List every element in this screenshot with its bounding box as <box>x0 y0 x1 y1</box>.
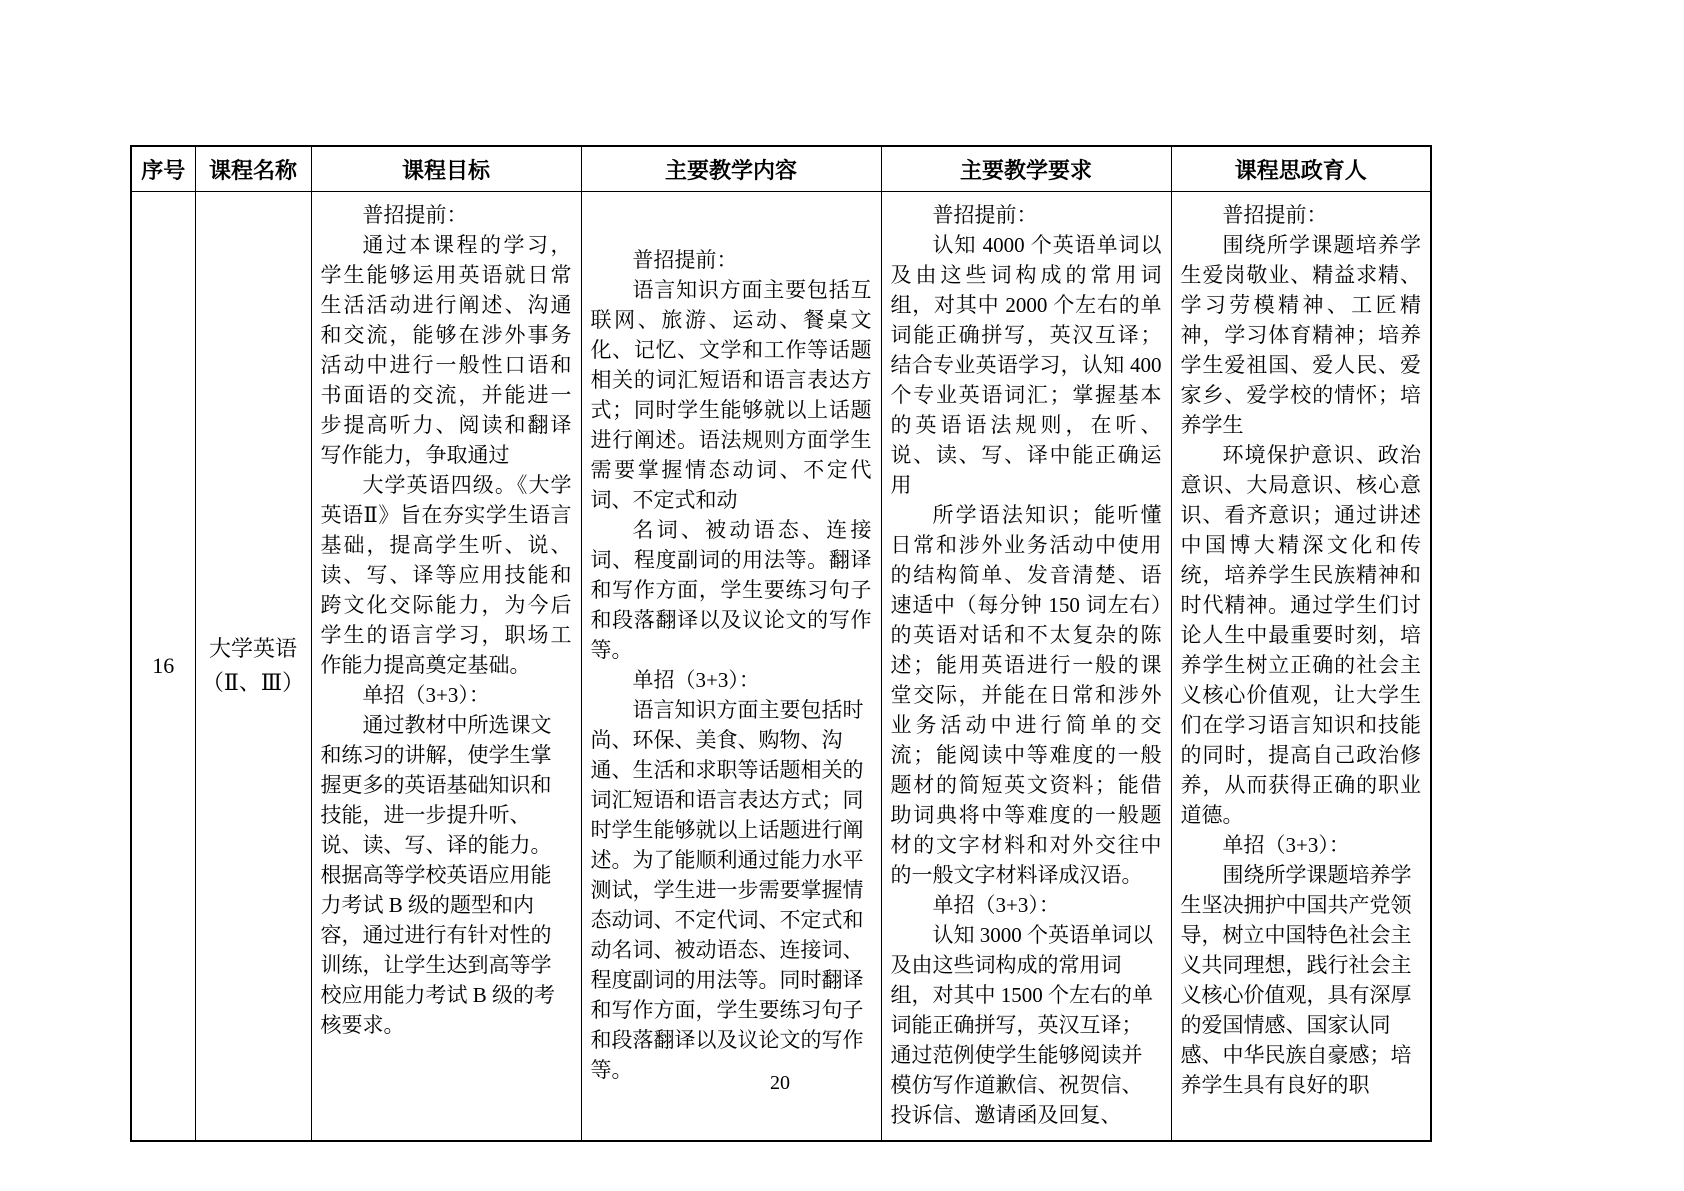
cell-ideology-education <box>1171 192 1431 1142</box>
paragraph: 单招（3+3）： <box>632 668 760 692</box>
paragraph: 语言知识方面主要包括互联网、旅游、运动、餐桌文化、记忆、文学和工作等话题相关的词汇短语和语言表达方式；同时学生能够就以上话题进行阐述。语法规则方面学生需要掌握情态动词、不定代词、不定式和动 <box>590 278 872 512</box>
cell-course-name <box>195 192 311 1142</box>
page-number: 20 <box>770 1072 790 1094</box>
table-row <box>131 192 1431 1142</box>
paragraph: 普招提前： <box>932 203 1038 227</box>
paragraph: 单招（3+3）： <box>1222 833 1350 857</box>
header-ideology-education: 课程思政育人 <box>1171 146 1431 192</box>
cell-course-objectives <box>311 192 581 1142</box>
paragraph: 普招提前： <box>1222 203 1328 227</box>
course-objectives-text <box>312 192 581 1050</box>
paragraph: 单招（3+3）： <box>932 893 1060 917</box>
ideology-education-text <box>1172 192 1431 1110</box>
paragraph: 所学语法知识；能听懂日常和涉外业务活动中使用的结构简单、发音清楚、语速适中（每分钟 150 词左右）的英语对话和不太复杂的陈述；能用英语进行一般的课堂交际，并能在日常和涉外业务活动中进行简单的交流；能阅读中等难度的一般题材的简短英文资料；能借助词典将中等难度的一般题材的文字材料和对外交往中的一般文字材料译成汉语。 <box>890 503 1162 887</box>
table-header-row <box>131 146 1431 192</box>
paragraph: 语言知识方面主要包括时尚、环保、美食、购物、沟通、生活和求职等话题相关的词汇短语和语言表达方式；同时学生能够就以上话题进行阐述。为了能顺利通过能力水平测试，学生进一步需要掌握情态动词、不定代词、不定式和动名词、被动语态、连接词、程度副词的用法等。同时翻译和写作方面，学生要练习句子和段落翻译以及议论文的写作等。 <box>590 698 864 1082</box>
paragraph: 普招提前： <box>632 248 738 272</box>
header-course-name: 课程名称 <box>195 146 311 192</box>
header-course-objectives: 课程目标 <box>311 146 581 192</box>
paragraph: 单招（3+3）： <box>362 683 490 707</box>
paragraph: 认知 4000 个英语单词以及由这些词构成的常用词组，对其中 2000 个左右的单词能正确拼写，英汉互译；结合专业英语学习，认知 400 个专业英语词汇；掌握基本的英语语法规则，在听、说、读、写、译中能正确运用 <box>890 233 1162 497</box>
teaching-content-text <box>582 237 881 1095</box>
header-teaching-requirements: 主要教学要求 <box>881 146 1171 192</box>
course-name-text: 大学英语（Ⅱ、Ⅲ） <box>201 636 305 695</box>
paragraph: 大学英语四级。《大学英语Ⅱ》旨在夯实学生语言基础，提高学生听、说、读、写、译等应用技能和跨文化交际能力，为今后学生的语言学习，职场工作能力提高奠定基础。 <box>320 473 572 677</box>
paragraph: 环境保护意识、政治意识、大局意识、核心意识、看齐意识；通过讲述中国博大精深文化和传统，培养学生民族精神和时代精神。通过学生们讨论人生中最重要时刻，培养学生树立正确的社会主义核心价值观，让大学生们在学习语言知识和技能的同时，提高自己政治修养，从而获得正确的职业道德。 <box>1180 443 1421 827</box>
paragraph: 名词、被动语态、连接词、程度副词的用法等。翻译和写作方面，学生要练习句子和段落翻译以及议论文的写作等。 <box>590 518 872 662</box>
paragraph: 围绕所学课题培养学生爱岗敬业、精益求精、学习劳模精神、工匠精神，学习体育精神；培养学生爱祖国、爱人民、爱家乡、爱学校的情怀；培养学生 <box>1180 233 1421 437</box>
teaching-requirements-text <box>882 192 1171 1140</box>
cell-teaching-content <box>581 192 881 1142</box>
header-teaching-content: 主要教学内容 <box>581 146 881 192</box>
cell-index: 16 <box>131 192 195 1142</box>
paragraph: 普招提前： <box>362 203 468 227</box>
header-index: 序号 <box>131 146 195 192</box>
cell-teaching-requirements <box>881 192 1171 1142</box>
course-outline-table <box>130 145 1432 1142</box>
paragraph: 通过本课程的学习，学生能够运用英语就日常生活活动进行阐述、沟通和交流，能够在涉外事务活动中进行一般性口语和书面语的交流，并能进一步提高听力、阅读和翻译写作能力，争取通过 <box>320 233 572 467</box>
paragraph: 认知 3000 个英语单词以及由这些词构成的常用词组，对其中 1500 个左右的单词能正确拼写，英汉互译；通过范例使学生能够阅读并模仿写作道歉信、祝贺信、投诉信、邀请函及回复、 <box>890 923 1153 1127</box>
paragraph: 通过教材中所选课文和练习的讲解，使学生掌握更多的英语基础知识和技能，进一步提升听、说、读、写、译的能力。根据高等学校英语应用能力考试 B 级的题型和内容，通过进行有针对性的训练，让学生达到高等学校应用能力考试 B 级的考核要求。 <box>320 713 556 1037</box>
paragraph: 围绕所学课题培养学生坚决拥护中国共产党领导，树立中国特色社会主义共同理想，践行社会主义核心价值观，具有深厚的爱国情感、国家认同感、中华民族自豪感；培养学生具有良好的职 <box>1180 863 1412 1097</box>
